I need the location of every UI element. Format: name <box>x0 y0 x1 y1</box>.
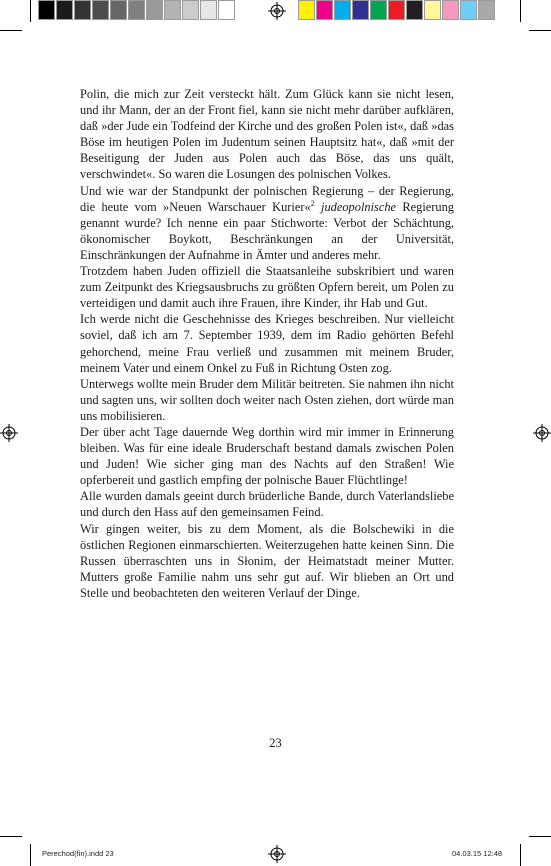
paragraph-2-italic: judeopolnische <box>321 199 397 214</box>
color-swatch <box>460 0 477 20</box>
color-swatch <box>298 0 315 20</box>
gray-swatch <box>164 0 181 20</box>
crop-mark-bottom-right-v <box>520 844 521 866</box>
slug-filename: Perechod(fin).indd 23 <box>42 849 114 858</box>
paragraph-2 <box>80 183 454 263</box>
registration-mark-left-icon <box>0 424 18 442</box>
gray-swatch <box>182 0 199 20</box>
crop-mark-bottom-left-v <box>30 844 31 866</box>
gray-swatch <box>146 0 163 20</box>
gray-swatch <box>74 0 91 20</box>
process-color-bar <box>298 0 496 22</box>
body-text <box>80 86 454 601</box>
paragraph-3: Trotzdem haben Juden offiziell die Staatsanleihe subskribiert und waren zum Zeitpunkt des Kriegsausbruchs zu größten Opfern bereit, um Polen zu verteidigen und damit auch ihre Frauen, ihre Kinder, ihr Hab und Gut. <box>80 264 454 311</box>
color-swatch <box>316 0 333 20</box>
paragraph-1: Polin, die mich zur Zeit versteckt hält. Zum Glück kann sie nicht lesen, und ihr Mann, der an der Front fiel, kann sie nicht mehr darüber aufklären, daß »der Jude ein Todfeind der Kirche und des großen Polen ist«, daß »das Böse im heutigen Polen im Judentum seinen Hauptsitz hat«, daß »mit der Beseitigung der Juden aus Polen auch das Böse, das uns quält, verschwindet«. So waren die Losungen des polnischen Volkes. <box>80 87 454 182</box>
gray-swatch <box>128 0 145 20</box>
gray-swatch <box>218 0 235 20</box>
color-swatch <box>370 0 387 20</box>
color-swatch <box>352 0 369 20</box>
paragraph-4: Ich werde nicht die Geschehnisse des Krieges beschreiben. Nur vielleicht soviel, daß ich am 7. September 1939, dem im Radio gehörten Befehl gehorchend, meine Frau verließ und zusammen mit meinem Bruder, meinem Vater und einem Onkel zu Fuß in Richtung Osten zog. <box>80 312 454 375</box>
crop-mark-top-right-v <box>520 0 521 22</box>
paragraph-7: Alle wurden damals geeint durch brüderliche Bande, durch Vaterlandsliebe und durch den Hass auf den gemeinsamen Feind. <box>80 489 454 520</box>
paragraph-2-text: Und wie war der Standpunkt der polnischen Regierung – der Regierung, die heute vom »Neuen Warschauer Kurier« <box>80 183 454 214</box>
paragraph-5: Unterwegs wollte mein Bruder dem Militär beitreten. Sie nahmen ihn nicht und sagten uns, wir sollten doch weiter nach Osten ziehen, dort würde man uns mobilisieren. <box>80 376 454 423</box>
registration-mark-top-icon <box>268 2 286 20</box>
gray-swatch <box>200 0 217 20</box>
page-number: 23 <box>269 736 282 750</box>
crop-mark-top-right-h <box>529 30 551 31</box>
color-swatch <box>424 0 441 20</box>
registration-mark-bottom-icon <box>268 845 286 863</box>
color-swatch <box>406 0 423 20</box>
paragraph-2-text-end: Regierung genannt wurde? Ich nenne ein paar Stichworte: Verbot der Schächtung, ökonomischer Boykott, Beschränkungen an der Universität, Einschränkungen der Aufnahme in Ämter und anderes mehr. <box>80 199 454 262</box>
gray-swatch <box>110 0 127 20</box>
paragraph-6: Der über acht Tage dauernde Weg dorthin wird mir immer in Erinnerung bleiben. Was für eine ideale Bruderschaft bestand damals zwischen Polen und Juden! Wie sicher ging man des Nachts auf den Straßen! Wie opferbereit und gastlich empfing der polnische Bauer Flüchtlinge! <box>80 424 454 488</box>
footnote-marker: 2 <box>310 198 315 208</box>
gray-swatch <box>56 0 73 20</box>
color-swatch <box>334 0 351 20</box>
crop-mark-bottom-left-h <box>0 836 22 837</box>
gray-swatch <box>38 0 55 20</box>
registration-mark-right-icon <box>533 424 551 442</box>
paragraph-8: Wir gingen weiter, bis zu dem Moment, als die Bolschewiki in die östlichen Regionen einmarschierten. Weiterzugehen hatte keinen Sinn. Die Russen überraschten uns in Słonim, der Heimatstadt meiner Mutter. Mutters große Familie nahm uns sehr gut auf. Wir blieben an Ort und Stelle und beobachteten den weiteren Verlauf der Dinge. <box>80 521 454 600</box>
crop-mark-bottom-right-h <box>529 836 551 837</box>
color-swatch <box>478 0 495 20</box>
color-swatch <box>442 0 459 20</box>
color-swatch <box>388 0 405 20</box>
gray-color-bar <box>38 0 236 22</box>
crop-mark-top-left-v <box>30 0 31 22</box>
slug-timestamp: 04.03.15 12:48 <box>452 849 503 858</box>
crop-mark-top-left-h <box>0 30 22 31</box>
gray-swatch <box>92 0 109 20</box>
